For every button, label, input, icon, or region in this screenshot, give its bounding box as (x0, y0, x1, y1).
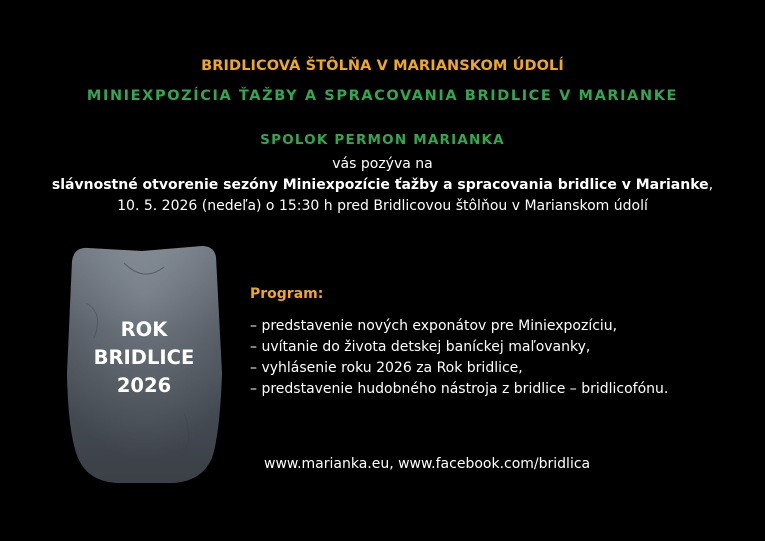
event-line (0, 177, 765, 193)
slate-label (64, 316, 224, 400)
organizer-name: SPOLOK PERMON MARIANKA (260, 132, 505, 148)
slate-label-line1: ROK (120, 318, 168, 341)
program-heading: Program: (250, 286, 324, 302)
website-links: www.marianka.eu, www.facebook.com/bridlica (264, 456, 591, 472)
program-item: – uvítanie do života detskej baníckej maľovanky, (250, 339, 591, 355)
program-item: – predstavenie nových exponátov pre Miniexpozíciu, (250, 318, 618, 334)
slate-label-line3: 2026 (116, 374, 172, 397)
subtitle: MINIEXPOZÍCIA ŤAŽBY A SPRACOVANIA BRIDLICE V MARIANKE (86, 88, 679, 104)
date-place: 10. 5. 2026 (nedeľa) o 15:30 h pred Bridlicovou štôlňou v Marianskom údolí (117, 198, 648, 214)
main-title: BRIDLICOVÁ ŠTÔLŇA V MARIANSKOM ÚDOLÍ (201, 58, 564, 74)
program-item: – predstavenie hudobného nástroja z bridlice – bridlicofónu. (250, 381, 669, 397)
program-item: – vyhlásenie roku 2026 za Rok bridlice, (250, 360, 523, 376)
program-list (250, 316, 668, 400)
event-suffix: , (708, 177, 714, 193)
event-name: slávnostné otvorenie sezóny Miniexpozície ťažby a spracovania bridlice v Marianke (51, 177, 709, 193)
slate-label-line2: BRIDLICE (93, 346, 195, 369)
invite-text: vás pozýva na (332, 156, 433, 172)
